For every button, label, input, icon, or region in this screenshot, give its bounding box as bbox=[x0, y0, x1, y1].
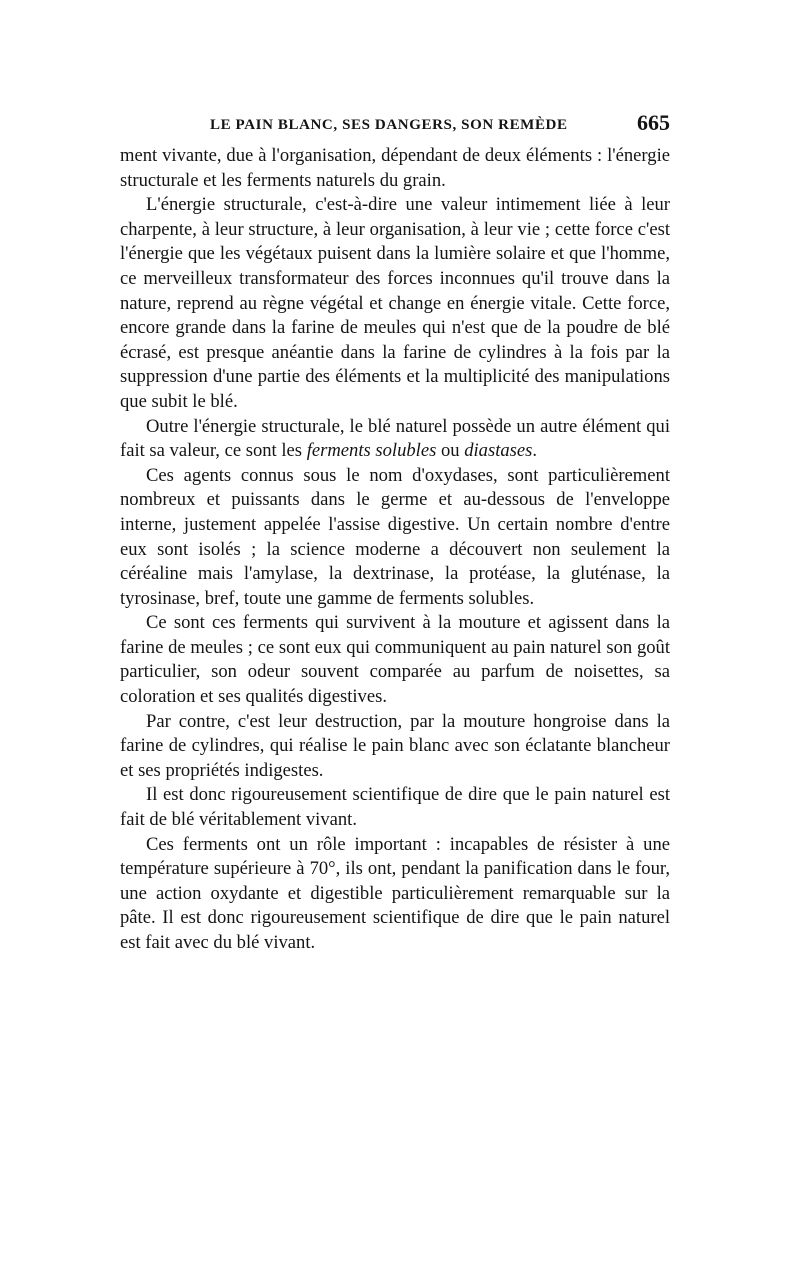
running-title: LE PAIN BLANC, SES DANGERS, SON REMÈDE bbox=[210, 117, 568, 133]
paragraph-3 bbox=[120, 415, 670, 464]
paragraph-2: L'énergie structurale, c'est-à-dire une valeur intimement liée à leur charpente, à leur structure, à leur organisation, à leur vie ; cette force c'est l'énergie que les végétaux puisent dans la lumière solaire et que l'homme, ce merveilleux transformateur des forces inconnues qu'il trouve dans la nature, reprend au règne végétal et change en énergie vitale. Cette force, encore grande dans la farine de meules qui n'est que de la poudre de blé écrasé, est presque anéantie dans la farine de cylindres à la fois par la suppression d'une partie des éléments et la multiplicité des manipulations que subit le blé. bbox=[120, 194, 670, 412]
paragraph-1: ment vivante, due à l'organisation, dépendant de deux éléments : l'énergie structurale et les ferments naturels du grain. bbox=[120, 145, 670, 191]
paragraph-7: Il est donc rigoureusement scientifique de dire que le pain naturel est fait de blé véritablement vivant. bbox=[120, 784, 670, 831]
running-head bbox=[120, 110, 670, 144]
italic-term-ferments-solubles: ferments solubles bbox=[306, 440, 437, 462]
paragraph-6: Par contre, c'est leur destruction, par la mouture hongroise dans la farine de cylindres, qui réalise le pain blanc avec son éclatante blancheur et ses propriétés indigestes. bbox=[120, 710, 670, 781]
italic-term-diastases: diastases bbox=[464, 440, 533, 462]
paragraph-4: Ces agents connus sous le nom d'oxydases, sont particulièrement nombreux et puissants dans le germe et au-dessous de l'enveloppe interne, justement appelée l'assise digestive. Un certain nombre d'entre eux sont isolés ; la science moderne a découvert non seulement la céréaline mais l'amylase, la dextrinase, la protéase, la gluténase, la tyrosinase, bref, toute une gamme de ferments solubles. bbox=[120, 464, 670, 609]
paragraph-5: Ce sont ces ferments qui survivent à la mouture et agissent dans la farine de meules ; ce sont eux qui communiquent au pain naturel son goût particulier, son odeur souvent comparée au parfum de noisettes, sa coloration et ses qualités digestives. bbox=[120, 612, 670, 708]
paragraph-8: Ces ferments ont un rôle important : incapables de résister à une température supérieure à 70°, ils ont, pendant la panification dans le four, une action oxydante et digestible particulièrement remarquable sur la pâte. Il est donc rigoureusement scientifique de dire que le pain naturel est fait avec du blé vivant. bbox=[120, 833, 670, 953]
paragraph-3-text-middle: ou bbox=[436, 440, 465, 462]
page-number: 665 bbox=[637, 110, 670, 135]
body-text bbox=[120, 144, 670, 956]
book-page bbox=[120, 110, 670, 956]
paragraph-3-text-before: Outre l'énergie structurale, le blé naturel possède un autre élément qui fait sa valeur, ce sont les bbox=[120, 415, 670, 462]
paragraph-3-text-after: . bbox=[532, 440, 538, 462]
